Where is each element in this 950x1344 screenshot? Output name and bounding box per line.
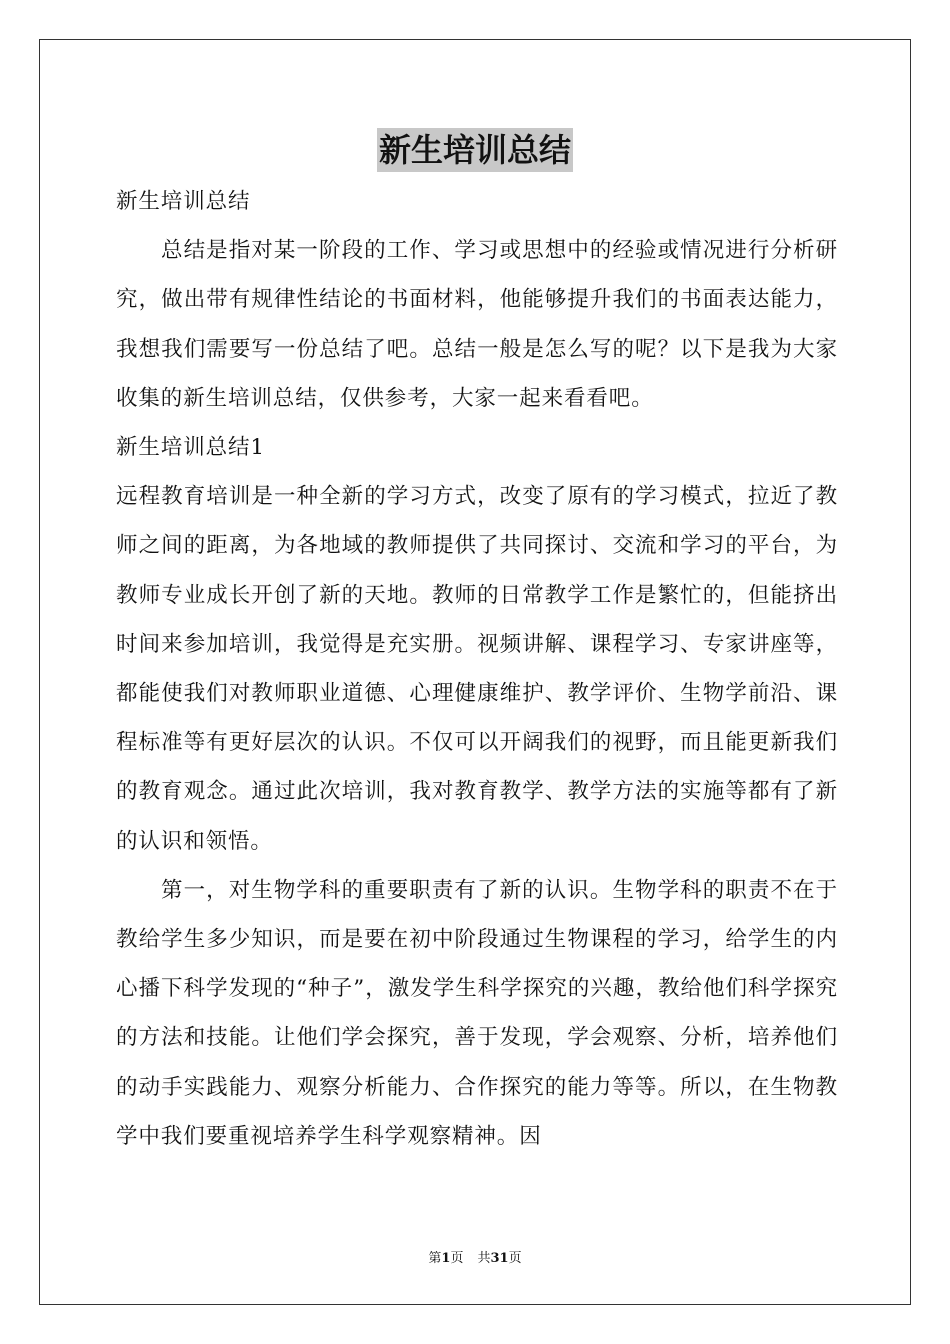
page-prefix: 第 — [428, 1251, 442, 1266]
page-footer — [0, 1247, 950, 1266]
body-paragraph-1: 远程教育培训是一种全新的学习方式，改变了原有的学习模式，拉近了教师之间的距离，为各地域的教师提供了共同探讨、交流和学习的平台，为教师专业成长开创了新的天地。教师的日常教学工作是繁忙的，但能挤出时间来参加培训，我觉得是充实册。视频讲解、课程学习、专家讲座等，都能使我们对教师职业道德、心理健康维护、教学评价、生物学前沿、课程标准等有更好层次的认识。不仅可以开阔我们的视野，而且能更新我们的教育观念。通过此次培训，我对教育教学、教学方法的实施等都有了新的认识和领悟。 — [116, 484, 838, 854]
page-suffix: 页 — [450, 1251, 464, 1266]
page-current: 1 — [441, 1251, 451, 1266]
total-prefix: 共 — [477, 1251, 491, 1266]
document-title: 新生培训总结 — [377, 128, 573, 172]
total-suffix: 页 — [508, 1251, 522, 1266]
page-total: 31 — [490, 1251, 509, 1266]
title-container — [0, 128, 950, 172]
document-subtitle: 新生培训总结 — [116, 189, 251, 214]
document-body — [116, 177, 838, 1161]
section-heading: 新生培训总结1 — [116, 435, 265, 461]
body-paragraph-2: 第一，对生物学科的重要职责有了新的认识。生物学科的职责不在于教给学生多少知识，而是要在初中阶段通过生物课程的学习，给学生的内心播下科学发现的“种子”，激发学生科学探究的兴趣，教给他们科学探究的方法和技能。让他们学会探究，善于发现，学会观察、分析，培养他们的动手实践能力、观察分析能力、合作探究的能力等等。所以，在生物教学中我们要重视培养学生科学观察精神。因 — [116, 877, 838, 1149]
intro-paragraph: 总结是指对某一阶段的工作、学习或思想中的经验或情况进行分析研究，做出带有规律性结论的书面材料，他能够提升我们的书面表达能力，我想我们需要写一份总结了吧。总结一般是怎么写的呢？以下是我为大家收集的新生培训总结，仅供参考，大家一起来看看吧。 — [116, 238, 838, 411]
